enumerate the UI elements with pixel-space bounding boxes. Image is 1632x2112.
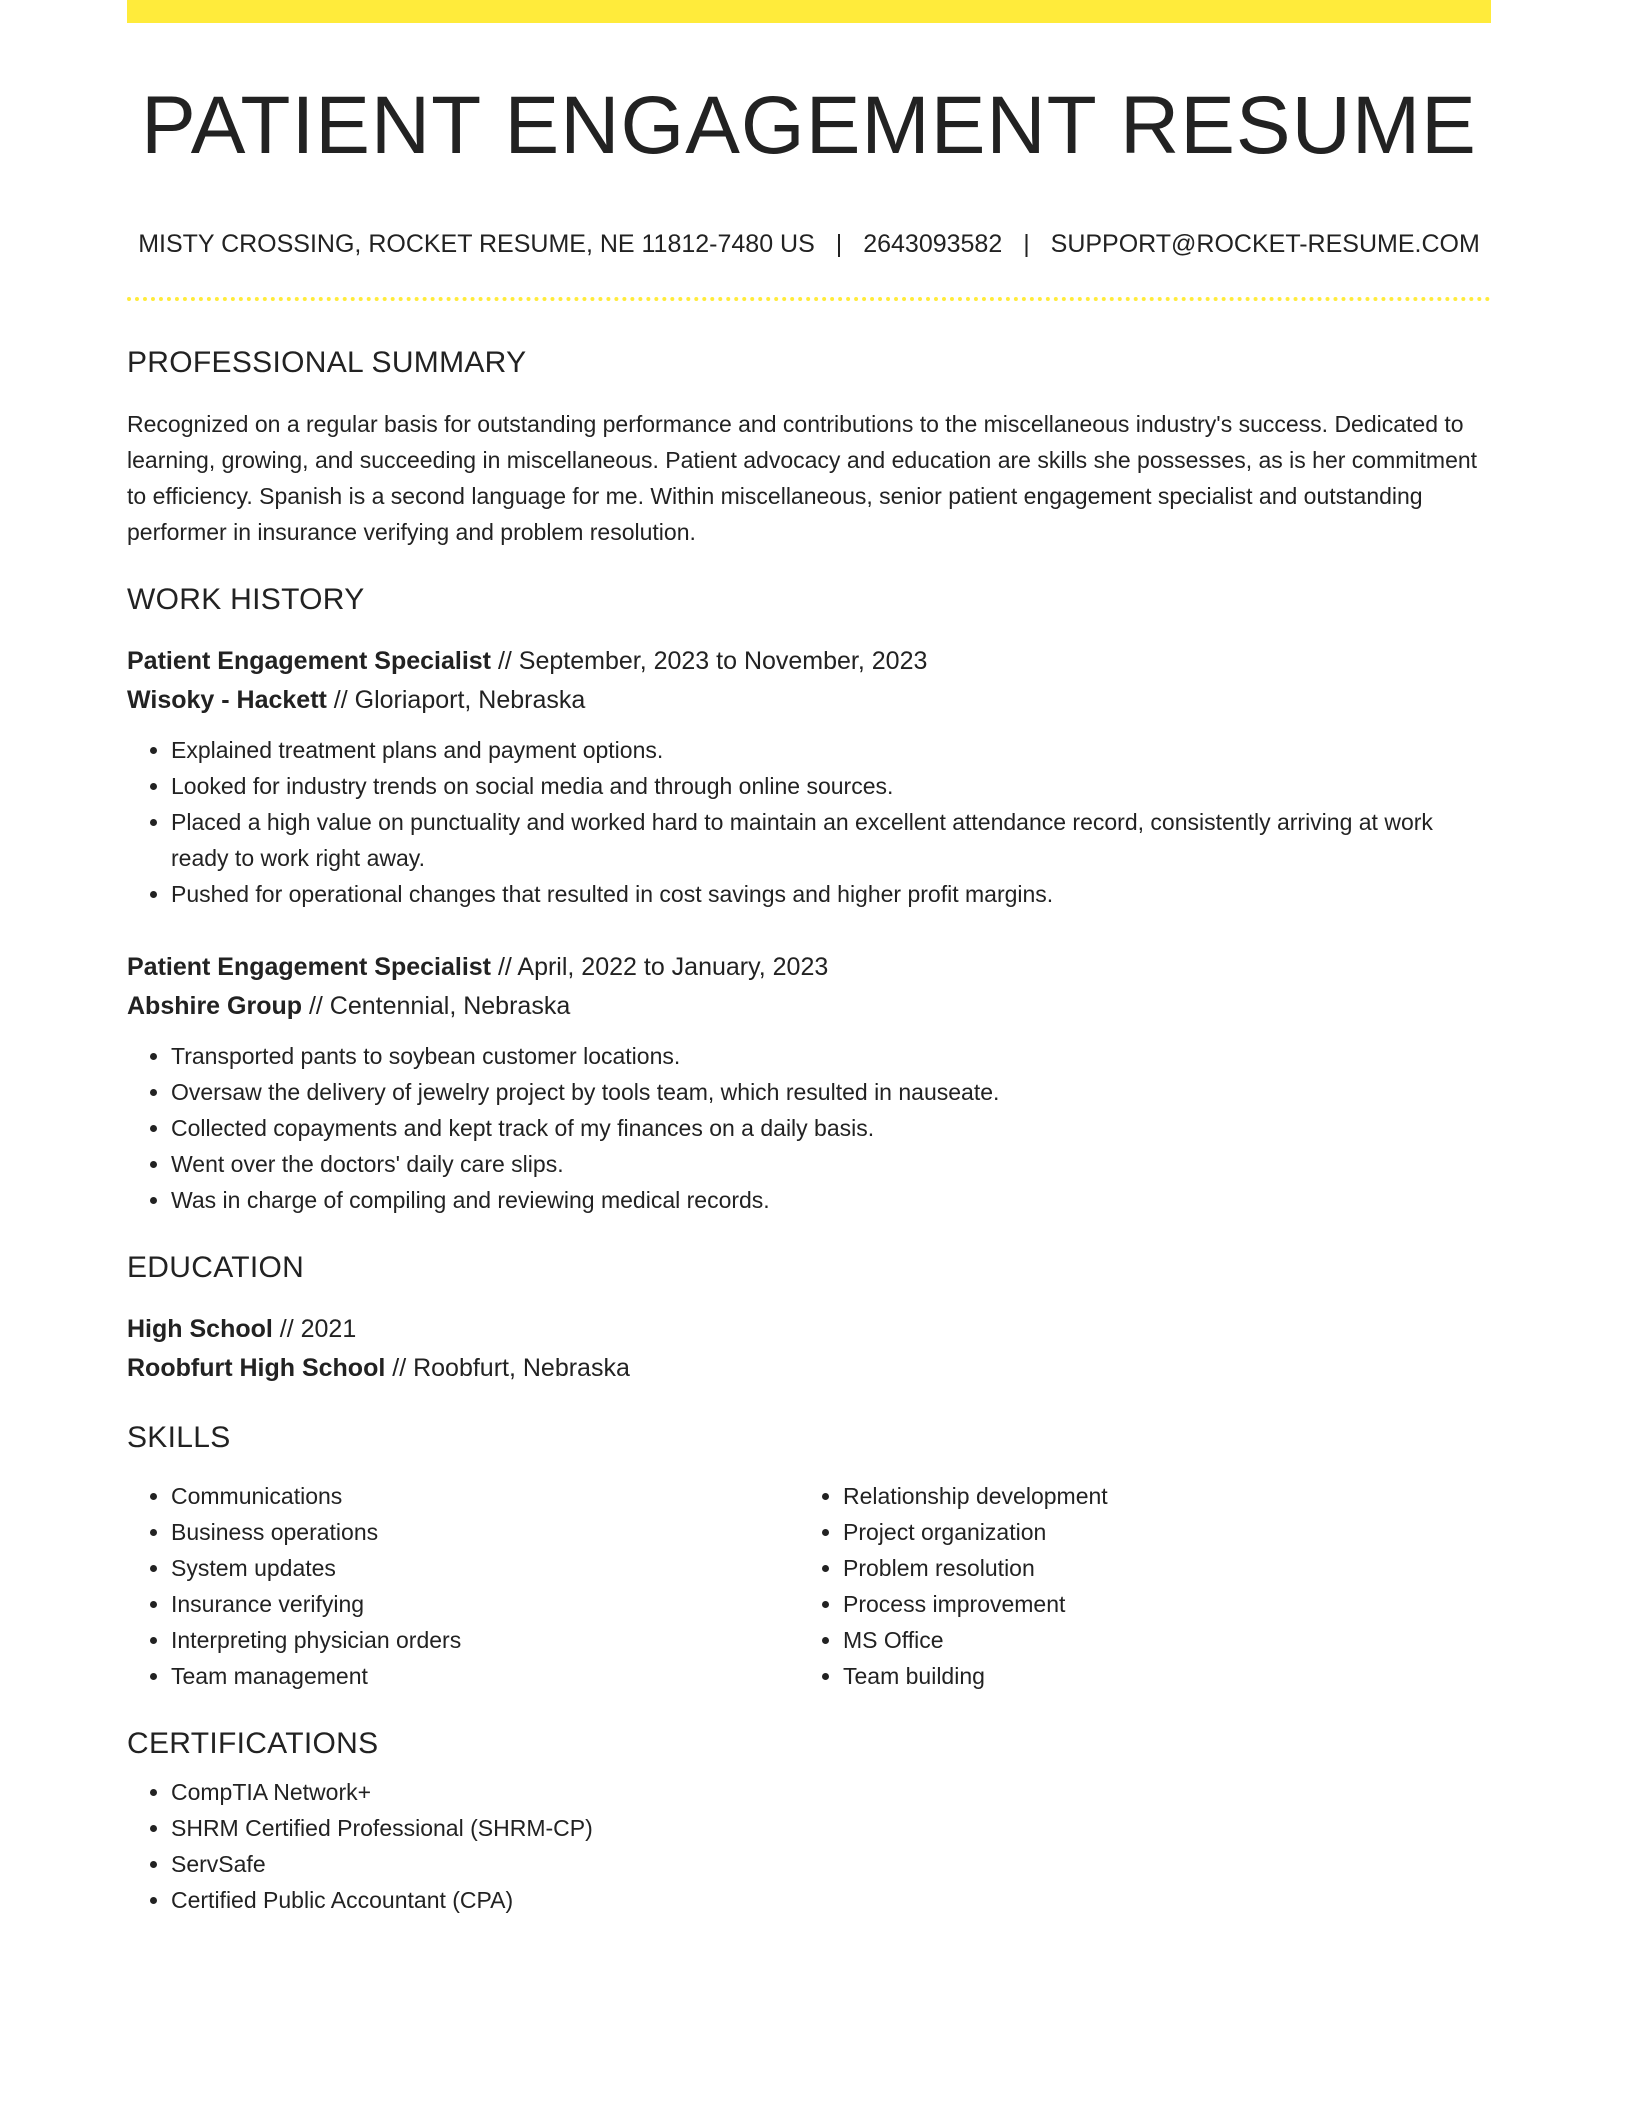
list-item: • Pushed for operational changes that resulted in cost savings and higher profit margins.	[171, 876, 1491, 912]
job-company-line	[127, 987, 1491, 1026]
list-item: • MS Office	[843, 1622, 1471, 1658]
list-item: • Transported pants to soybean customer locations.	[171, 1038, 1491, 1074]
contact-address: MISTY CROSSING, ROCKET RESUME, NE 11812-7480 US	[138, 230, 815, 259]
list-item: • Problem resolution	[843, 1550, 1471, 1586]
list-item: • Interpreting physician orders	[171, 1622, 799, 1658]
job-location: // Centennial, Nebraska	[302, 992, 571, 1021]
skills-list	[127, 1478, 1491, 1694]
contact-line	[127, 229, 1491, 259]
list-item: • Relationship development	[843, 1478, 1471, 1514]
certifications-list	[127, 1774, 1491, 1918]
job-company: Abshire Group	[127, 992, 303, 1021]
skills-heading: SKILLS	[127, 1421, 231, 1455]
top-accent-bar	[127, 0, 1491, 23]
education-school: Roobfurt High School	[127, 1354, 386, 1383]
list-item: • Certified Public Accountant (CPA)	[171, 1882, 1491, 1918]
education-year: // 2021	[272, 1315, 357, 1344]
list-item: • CompTIA Network+	[171, 1774, 1491, 1810]
job-role-line	[127, 642, 1491, 681]
job-role: Patient Engagement Specialist	[127, 953, 491, 982]
job-entry	[127, 948, 1491, 1218]
job-dates: // September, 2023 to November, 2023	[491, 647, 928, 676]
job-company: Wisoky - Hackett	[127, 686, 327, 715]
list-item: • Oversaw the delivery of jewelry project by tools team, which resulted in nauseate.	[171, 1074, 1491, 1110]
job-entry	[127, 642, 1491, 912]
list-item: • SHRM Certified Professional (SHRM-CP)	[171, 1810, 1491, 1846]
list-item: • System updates	[171, 1550, 799, 1586]
education-degree-line	[127, 1310, 1491, 1349]
skills-column-left	[127, 1478, 799, 1694]
education-location: // Roobfurt, Nebraska	[385, 1354, 630, 1383]
job-company-line	[127, 681, 1491, 720]
list-item: • Insurance verifying	[171, 1586, 799, 1622]
list-item: • ServSafe	[171, 1846, 1491, 1882]
contact-email[interactable]: SUPPORT@ROCKET-RESUME.COM	[1050, 230, 1480, 259]
job-role: Patient Engagement Specialist	[127, 647, 491, 676]
summary-heading: PROFESSIONAL SUMMARY	[127, 346, 527, 380]
job-dates: // April, 2022 to January, 2023	[491, 953, 829, 982]
skills-column-right	[799, 1478, 1471, 1694]
list-item: • Placed a high value on punctuality and worked hard to maintain an excellent attendance record, consistently arriving at work ready to work right away.	[171, 804, 1491, 876]
summary-text: Recognized on a regular basis for outstanding performance and contributions to the miscellaneous industry's success. Dedicated to learning, growing, and succeeding in miscellaneous. Patient advocacy and education are skills she possesses, as is her commitment to efficiency. Spanish is a second language for me. Within miscellaneous, senior patient engagement specialist and outstanding performer in insurance verifying and problem resolution.	[127, 411, 1478, 546]
list-item: • Project organization	[843, 1514, 1471, 1550]
contact-separator: |	[835, 230, 843, 259]
list-item: • Team building	[843, 1658, 1471, 1694]
list-item: • Looked for industry trends on social media and through online sources.	[171, 768, 1491, 804]
job-location: // Gloriaport, Nebraska	[326, 686, 586, 715]
work-history-heading: WORK HISTORY	[127, 583, 365, 617]
job-role-line	[127, 948, 1491, 987]
education-degree: High School	[127, 1315, 273, 1344]
certifications-heading: CERTIFICATIONS	[127, 1727, 379, 1761]
resume-title: PATIENT ENGAGEMENT RESUME	[141, 80, 1477, 171]
list-item: • Team management	[171, 1658, 799, 1694]
list-item: • Collected copayments and kept track of my finances on a daily basis.	[171, 1110, 1491, 1146]
list-item: • Was in charge of compiling and reviewing medical records.	[171, 1182, 1491, 1218]
job-bullets	[127, 732, 1491, 912]
list-item: • Explained treatment plans and payment options.	[171, 732, 1491, 768]
resume-page	[127, 0, 1491, 1918]
list-item: • Process improvement	[843, 1586, 1471, 1622]
contact-phone[interactable]: 2643093582	[863, 230, 1003, 259]
contact-separator: |	[1023, 230, 1030, 259]
education-school-line	[127, 1349, 1491, 1388]
list-item: • Communications	[171, 1478, 799, 1514]
list-item: • Went over the doctors' daily care slips.	[171, 1146, 1491, 1182]
education-heading: EDUCATION	[127, 1251, 305, 1285]
job-bullets	[127, 1038, 1491, 1218]
list-item: • Business operations	[171, 1514, 799, 1550]
dotted-divider	[127, 297, 1491, 301]
